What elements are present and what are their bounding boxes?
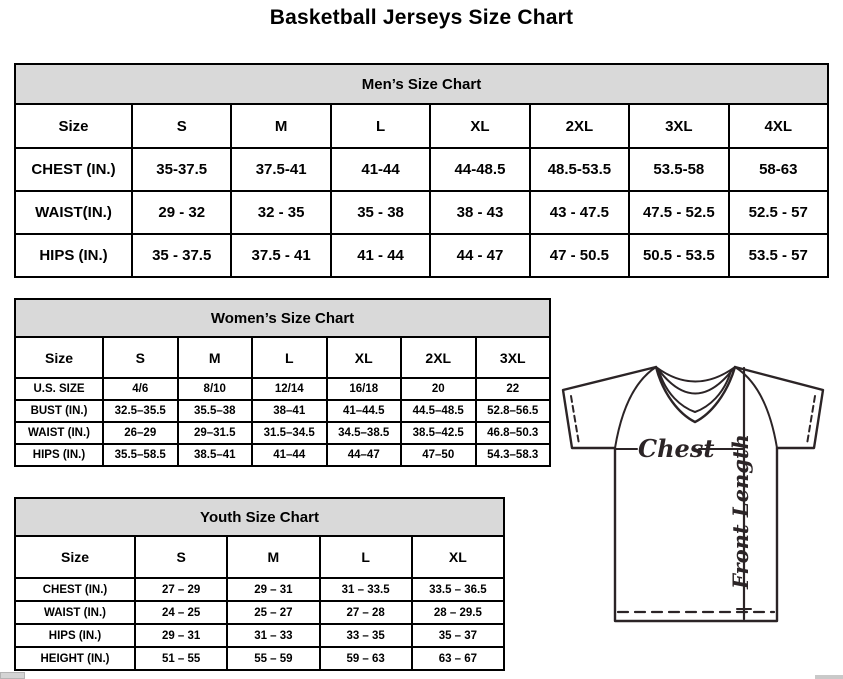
value-cell: 38–41 [252, 400, 327, 422]
row-label-cell: WAIST (IN.) [15, 601, 135, 624]
jersey-left-cuff-dashed-line [571, 396, 579, 444]
value-cell: 50.5 - 53.5 [629, 234, 728, 277]
table-title-row [15, 498, 504, 536]
value-cell: 41–44 [252, 444, 327, 466]
value-cell: 47–50 [401, 444, 476, 466]
table-row [15, 624, 504, 647]
row-label-cell: HIPS (IN.) [15, 624, 135, 647]
horizontal-scrollbar-fragment-right[interactable] [815, 675, 843, 679]
value-cell: 48.5-53.5 [530, 148, 629, 191]
table-row [15, 378, 550, 400]
size-header-cell: Size [15, 337, 103, 378]
front-length-label: Front Length [728, 434, 753, 589]
value-cell: 41 - 44 [331, 234, 430, 277]
table-row [15, 191, 828, 234]
value-cell: 38 - 43 [430, 191, 529, 234]
value-cell: 52.8–56.5 [476, 400, 551, 422]
horizontal-scrollbar-fragment-left[interactable] [0, 672, 25, 679]
value-cell: 55 – 59 [227, 647, 319, 670]
row-label-cell: BUST (IN.) [15, 400, 103, 422]
table-row [15, 647, 504, 670]
table-title-row [15, 64, 828, 104]
value-cell: 16/18 [327, 378, 402, 400]
column-header-cell: S [132, 104, 231, 148]
value-cell: 35 – 37 [412, 624, 504, 647]
row-label-cell: WAIST (IN.) [15, 422, 103, 444]
column-header-row [15, 536, 504, 578]
value-cell: 8/10 [178, 378, 253, 400]
value-cell: 53.5-58 [629, 148, 728, 191]
column-header-cell: 3XL [476, 337, 551, 378]
value-cell: 35.5–58.5 [103, 444, 178, 466]
column-header-cell: XL [412, 536, 504, 578]
value-cell: 31 – 33 [227, 624, 319, 647]
value-cell: 24 – 25 [135, 601, 227, 624]
column-header-cell: 2XL [530, 104, 629, 148]
table-title: Youth Size Chart [15, 498, 504, 536]
table-row [15, 422, 550, 444]
table-title: Women’s Size Chart [15, 299, 550, 337]
value-cell: 29–31.5 [178, 422, 253, 444]
table-row [15, 578, 504, 601]
value-cell: 12/14 [252, 378, 327, 400]
chest-label: Chest [638, 434, 715, 463]
row-label-cell: HIPS (IN.) [15, 234, 132, 277]
value-cell: 26–29 [103, 422, 178, 444]
value-cell: 52.5 - 57 [729, 191, 828, 234]
value-cell: 29 – 31 [135, 624, 227, 647]
column-header-row [15, 104, 828, 148]
value-cell: 20 [401, 378, 476, 400]
value-cell: 54.3–58.3 [476, 444, 551, 466]
column-header-cell: 2XL [401, 337, 476, 378]
column-header-cell: S [135, 536, 227, 578]
value-cell: 44-48.5 [430, 148, 529, 191]
youth-size-chart-table [14, 497, 505, 671]
column-header-cell: M [227, 536, 319, 578]
column-header-cell: 3XL [629, 104, 728, 148]
table-row [15, 234, 828, 277]
row-label-cell: HIPS (IN.) [15, 444, 103, 466]
value-cell: 41-44 [331, 148, 430, 191]
value-cell: 35-37.5 [132, 148, 231, 191]
value-cell: 29 - 32 [132, 191, 231, 234]
value-cell: 37.5 - 41 [231, 234, 330, 277]
column-header-cell: L [252, 337, 327, 378]
value-cell: 58-63 [729, 148, 828, 191]
row-label-cell: HEIGHT (IN.) [15, 647, 135, 670]
value-cell: 35.5–38 [178, 400, 253, 422]
column-header-cell: L [331, 104, 430, 148]
value-cell: 22 [476, 378, 551, 400]
value-cell: 34.5–38.5 [327, 422, 402, 444]
value-cell: 33.5 – 36.5 [412, 578, 504, 601]
column-header-cell: S [103, 337, 178, 378]
column-header-cell: L [320, 536, 412, 578]
value-cell: 51 – 55 [135, 647, 227, 670]
value-cell: 46.8–50.3 [476, 422, 551, 444]
column-header-cell: XL [430, 104, 529, 148]
column-header-cell: 4XL [729, 104, 828, 148]
value-cell: 38.5–42.5 [401, 422, 476, 444]
value-cell: 59 – 63 [320, 647, 412, 670]
column-header-cell: XL [327, 337, 402, 378]
value-cell: 4/6 [103, 378, 178, 400]
table-row [15, 444, 550, 466]
value-cell: 38.5–41 [178, 444, 253, 466]
jersey-vneck-inner [659, 371, 731, 412]
table-row [15, 148, 828, 191]
value-cell: 28 – 29.5 [412, 601, 504, 624]
value-cell: 31 – 33.5 [320, 578, 412, 601]
table-row [15, 400, 550, 422]
value-cell: 43 - 47.5 [530, 191, 629, 234]
value-cell: 47.5 - 52.5 [629, 191, 728, 234]
value-cell: 27 – 29 [135, 578, 227, 601]
row-label-cell: CHEST (IN.) [15, 148, 132, 191]
value-cell: 63 – 67 [412, 647, 504, 670]
size-header-cell: Size [15, 536, 135, 578]
page-title: Basketball Jerseys Size Chart [269, 6, 574, 29]
row-label-cell: CHEST (IN.) [15, 578, 135, 601]
jersey-measurement-diagram [558, 356, 840, 628]
womens-size-chart-table [14, 298, 551, 467]
row-label-cell: WAIST(IN.) [15, 191, 132, 234]
mens-size-chart-table [14, 63, 829, 278]
value-cell: 29 – 31 [227, 578, 319, 601]
value-cell: 33 – 35 [320, 624, 412, 647]
value-cell: 35 - 38 [331, 191, 430, 234]
value-cell: 31.5–34.5 [252, 422, 327, 444]
column-header-cell: M [231, 104, 330, 148]
value-cell: 37.5-41 [231, 148, 330, 191]
table-title-row [15, 299, 550, 337]
value-cell: 44 - 47 [430, 234, 529, 277]
value-cell: 25 – 27 [227, 601, 319, 624]
value-cell: 44–47 [327, 444, 402, 466]
value-cell: 53.5 - 57 [729, 234, 828, 277]
jersey-right-cuff-dashed-line [807, 396, 815, 444]
value-cell: 47 - 50.5 [530, 234, 629, 277]
size-header-cell: Size [15, 104, 132, 148]
column-header-row [15, 337, 550, 378]
value-cell: 41–44.5 [327, 400, 402, 422]
value-cell: 44.5–48.5 [401, 400, 476, 422]
table-title: Men’s Size Chart [15, 64, 828, 104]
value-cell: 32 - 35 [231, 191, 330, 234]
column-header-cell: M [178, 337, 253, 378]
value-cell: 32.5–35.5 [103, 400, 178, 422]
table-row [15, 601, 504, 624]
row-label-cell: U.S. SIZE [15, 378, 103, 400]
value-cell: 27 – 28 [320, 601, 412, 624]
value-cell: 35 - 37.5 [132, 234, 231, 277]
